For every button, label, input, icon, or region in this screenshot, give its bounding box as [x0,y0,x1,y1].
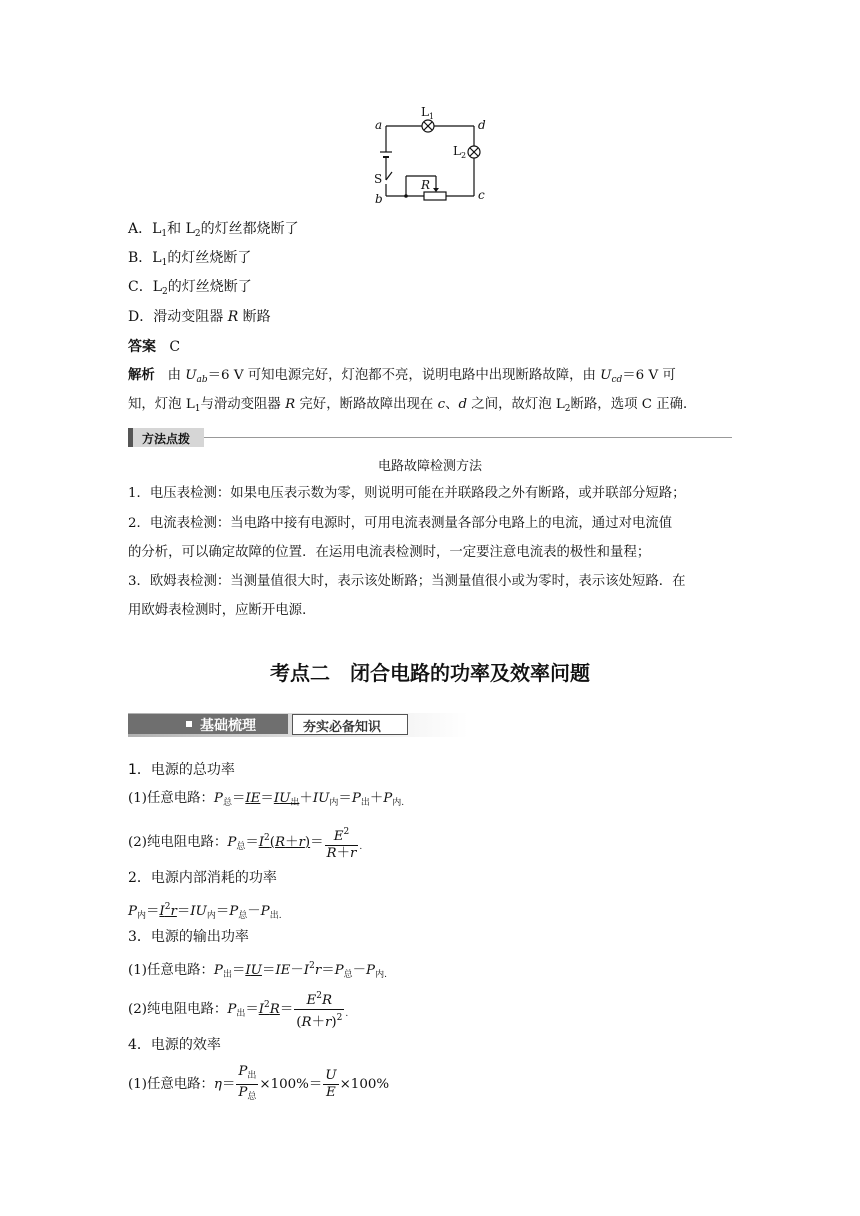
basics-banner-bar [128,714,288,734]
method-tag-divider [128,437,732,438]
s3-heading: 3．电源的输出功率 [128,929,249,945]
section-title: 考点二 闭合电路的功率及效率问题 [270,661,590,685]
label-S: S [374,172,383,186]
circuit-diagram [370,104,500,208]
label-R: R [421,178,431,192]
method-item-2-line-1: 2．电流表检测：当电路中接有电源时，可用电流表测量各部分电路上的电流，通过对电流值 [128,516,673,531]
option-a: A．$L_1$和 $L_2$的灯丝都烧断了 [128,221,299,239]
option-d: D．滑动变阻器 R 断路 [128,309,271,325]
answer [128,337,180,357]
s4-formula-1: (1)任意电路：η＝ $\frac{P_出}{P_总}$ ×100%＝ $\frac{U}{E}$ ×100% [128,1064,390,1102]
label-d: d [478,118,486,132]
s4-heading: 4．电源的效率 [128,1037,221,1053]
label-L1: $L_1$ [421,105,435,121]
s3-formula-1: (1)任意电路：$P_出=IU=IE-I^2r=P_总-P_{内.}$ [128,961,387,980]
method-item-2-line-2: 的分析，可以确定故障的位置．在运用电流表检测时，一定要注意电流表的极性和量程； [128,545,651,560]
basics-banner-right-box [292,714,408,735]
analysis-label: 解析 [128,368,155,383]
s3-formula-2: (2)纯电阻电路：$P_出=I^2R=$ $\frac{E^2R}{(R+r)^2}$ $_.$ [128,985,348,1034]
basics-banner-left: 基础梳理 [200,718,256,734]
method-title: 电路故障检测方法 [377,459,482,474]
label-a: a [375,118,383,132]
s2-formula: $P_内=I^2r=IU_内=P_总-P_{出.}$ [128,902,282,921]
method-tag [128,428,204,447]
analysis-line-2: 知，灯泡 $L_1$与滑动变阻器 R 完好，断路故障出现在 c、d 之间，故灯泡 $L_2$断路，选项 C 正确． [128,397,697,414]
method-tag-label: 方法点拨 [142,432,191,446]
method-item-1: 1．电压表检测：如果电压表示数为零，则说明可能在并联路段之外有断路，或并联部分短路； [128,486,686,501]
basics-banner-right: 夯实必备知识 [303,720,382,735]
s2-heading: 2．电源内部消耗的功率 [128,870,277,886]
label-c: c [478,188,485,202]
option-c: C．$L_2$的灯丝烧断了 [128,279,252,297]
basics-banner-square [186,721,192,727]
s1-formula-2: (2)纯电阻电路：$P_总=I^2(R+r)=$ $\frac{E^2}{R+r}$ $_.$ [128,818,362,867]
method-item-3-line-2: 用欧姆表检测时，应断开电源． [128,603,316,618]
method-tag-mark [128,428,133,447]
option-b: B．$L_1$的灯丝烧断了 [128,250,252,268]
answer-label: 答案 [128,339,156,355]
s1-heading: 1．电源的总功率 [128,762,235,778]
answer-value: C [169,339,181,355]
label-L2: $L_2$ [453,144,467,160]
s1-formula-1: (1)任意电路：$P_总=IE=IU_出+IU_内=P_出+P_{内.}$ [128,791,405,808]
label-b: b [375,192,383,206]
method-item-3-line-1: 3．欧姆表检测：当测量值很大时，表示该处断路；当测量值很小或为零时，表示该处短路．在 [128,574,686,589]
analysis-line-1: 解析 由 $U_{ab}=6$ V 可知电源完好，灯泡都不亮，说明电路中出现断路故障，由 $U_{cd}=6$ V 可 [128,368,676,385]
